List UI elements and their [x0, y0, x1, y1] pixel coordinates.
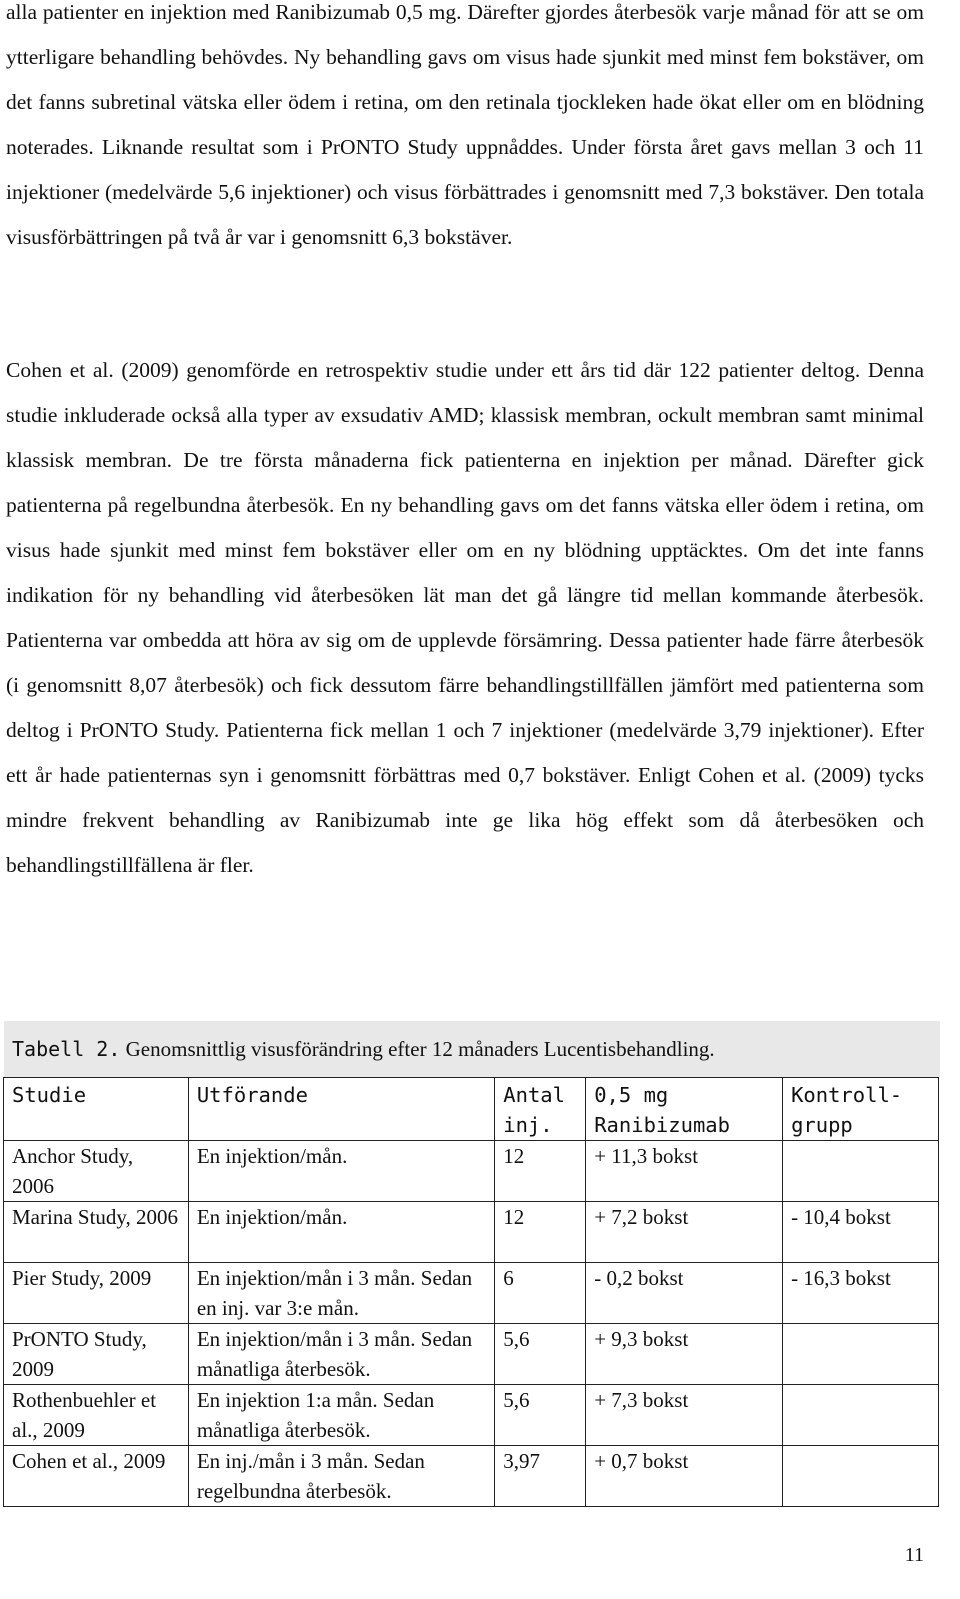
cell-kontroll [783, 1445, 939, 1506]
cell-antal: 5,6 [495, 1384, 586, 1445]
table-row [4, 1323, 939, 1384]
cell-kontroll: - 16,3 bokst [783, 1262, 939, 1323]
cell-studie: Rothenbuehler et al., 2009 [4, 1384, 189, 1445]
cell-utforande: En injektion/mån i 3 mån. Sedan en inj. var 3:e mån. [188, 1262, 494, 1323]
column-header-ranibizumab: 0,5 mg Ranibizumab [586, 1078, 783, 1141]
table-caption-label: Tabell 2. [12, 1037, 121, 1061]
table-header-row [4, 1078, 939, 1141]
cell-kontroll [783, 1384, 939, 1445]
cell-utforande: En injektion/mån. [188, 1202, 494, 1263]
cell-utforande: En injektion/mån i 3 mån. Sedan månatliga återbesök. [188, 1323, 494, 1384]
cell-utforande: En injektion/mån. [188, 1141, 494, 1202]
column-header-antal: Antal inj. [495, 1078, 586, 1141]
cell-ranibizumab: + 7,2 bokst [586, 1202, 783, 1263]
cell-kontroll [783, 1323, 939, 1384]
cell-antal: 12 [495, 1141, 586, 1202]
column-header-studie: Studie [4, 1078, 189, 1141]
cell-ranibizumab: + 0,7 bokst [586, 1445, 783, 1506]
table-row [4, 1262, 939, 1323]
cell-studie: Cohen et al., 2009 [4, 1445, 189, 1506]
cell-ranibizumab: - 0,2 bokst [586, 1262, 783, 1323]
cell-studie: Anchor Study, 2006 [4, 1141, 189, 1202]
table-row [4, 1202, 939, 1263]
cell-utforande: En injektion 1:a mån. Sedan månatliga återbesök. [188, 1384, 494, 1445]
cell-utforande: En inj./mån i 3 mån. Sedan regelbundna återbesök. [188, 1445, 494, 1506]
body-paragraph: alla patienter en injektion med Ranibizumab 0,5 mg. Därefter gjordes återbesök varje månad för att se om ytterligare behandling behövdes. Ny behandling gavs om visus hade sjunkit med minst fem bokstäver, om det fanns subretinal vätska eller ödem i retina, om den retinala tjockleken hade ökat eller om en blödning noterades. Liknande resultat som i PrONTO Study uppnåddes. Under första året gavs mellan 3 och 11 injektioner (medelvärde 5,6 injektioner) och visus förbättrades i genomsnitt med 7,3 bokstäver. Den totala visusförbättringen på två år var i genomsnitt 6,3 bokstäver. [6, 0, 924, 249]
column-header-utforande: Utförande [188, 1078, 494, 1141]
body-paragraph: Cohen et al. (2009) genomförde en retrospektiv studie under ett års tid där 122 patienter deltog. Denna studie inkluderade också alla typer av exsudativ AMD; klassisk membran, ockult membran samt minimal klassisk membran. De tre första månaderna fick patienterna en injektion per månad. Därefter gick patienterna på regelbundna återbesök. En ny behandling gavs om det fanns vätska eller ödem i retina, om visus hade sjunkit med minst fem bokstäver eller om en ny blödning upptäcktes. Om det inte fanns indikation för ny behandling vid återbesöken lät man det gå längre tid mellan kommande återbesök. Patienterna var ombedda att höra av sig om de upplevde försämring. Dessa patienter hade färre återbesök (i genomsnitt 8,07 återbesök) och fick dessutom färre behandlingstillfällen jämfört med patienterna som deltog i PrONTO Study. Patienterna fick mellan 1 och 7 injektioner (medelvärde 3,79 injektioner). Efter ett år hade patienternas syn i genomsnitt förbättras med 0,7 bokstäver. Enligt Cohen et al. (2009) tycks mindre frekvent behandling av Ranibizumab inte ge lika hög effekt som då återbesöken och behandlingstillfällena är fler. [6, 358, 924, 877]
table-row [4, 1384, 939, 1445]
cell-studie: Pier Study, 2009 [4, 1262, 189, 1323]
results-table [3, 1077, 939, 1507]
cell-kontroll [783, 1141, 939, 1202]
cell-ranibizumab: + 7,3 bokst [586, 1384, 783, 1445]
table-row [4, 1141, 939, 1202]
cell-studie: Marina Study, 2006 [4, 1202, 189, 1263]
cell-antal: 3,97 [495, 1445, 586, 1506]
page-number: 11 [904, 1544, 924, 1566]
table-caption-text: Genomsnittlig visusförändring efter 12 månaders Lucentisbehandling. [125, 1037, 715, 1061]
cell-antal: 12 [495, 1202, 586, 1263]
cell-studie: PrONTO Study, 2009 [4, 1323, 189, 1384]
table-caption [4, 1021, 940, 1077]
cell-ranibizumab: + 9,3 bokst [586, 1323, 783, 1384]
cell-antal: 5,6 [495, 1323, 586, 1384]
cell-ranibizumab: + 11,3 bokst [586, 1141, 783, 1202]
column-header-kontroll: Kontroll-grupp [783, 1078, 939, 1141]
cell-kontroll: - 10,4 bokst [783, 1202, 939, 1263]
cell-antal: 6 [495, 1262, 586, 1323]
table-row [4, 1445, 939, 1506]
